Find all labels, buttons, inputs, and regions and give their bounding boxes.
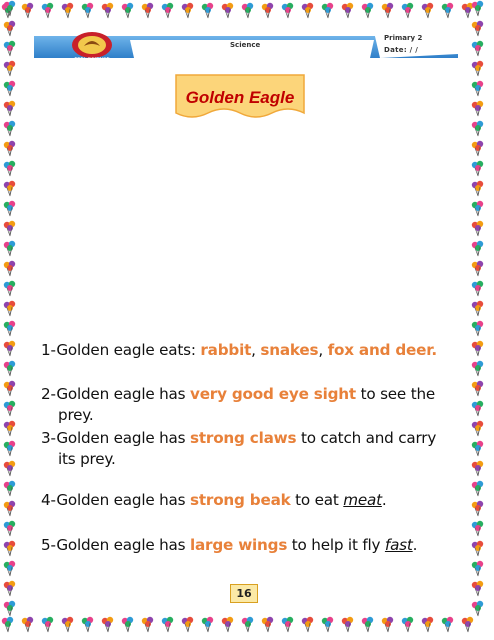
fact-item-4: [41, 490, 438, 511]
page-number: 16: [230, 584, 258, 603]
fact-item-5: [41, 535, 438, 556]
balloon-icon: [2, 520, 18, 538]
fact-item-3: [41, 428, 438, 470]
fact-text: .: [381, 491, 387, 509]
balloon-icon: [60, 2, 76, 20]
balloon-icon: [470, 280, 486, 298]
balloon-icon: [200, 2, 216, 20]
balloon-icon: [470, 240, 486, 258]
balloon-icon: [2, 240, 18, 258]
fact-number: 5-: [41, 536, 57, 554]
balloon-icon: [470, 60, 486, 78]
balloon-icon: [340, 2, 356, 20]
balloon-icon: [470, 440, 486, 458]
balloon-icon: [260, 2, 276, 20]
balloon-icon: [2, 600, 18, 618]
balloon-icon: [2, 400, 18, 418]
highlighted-text: snakes: [260, 341, 319, 359]
balloon-icon: [470, 20, 486, 38]
fact-text: to see the prey.: [58, 385, 436, 424]
highlighted-text: rabbit: [200, 341, 252, 359]
balloon-icon: [180, 616, 196, 634]
balloon-icon: [2, 540, 18, 558]
balloon-icon: [470, 140, 486, 158]
balloon-icon: [380, 616, 396, 634]
balloon-icon: [2, 160, 18, 178]
balloon-icon: [440, 616, 456, 634]
fact-number: 2-: [41, 385, 57, 403]
balloon-icon: [470, 160, 486, 178]
balloon-icon: [360, 616, 376, 634]
balloon-icon: [470, 300, 486, 318]
balloon-icon: [470, 380, 486, 398]
balloon-icon: [470, 400, 486, 418]
balloon-icon: [470, 360, 486, 378]
balloon-icon: [120, 2, 136, 20]
fact-item-1: [41, 340, 438, 361]
balloon-icon: [140, 616, 156, 634]
balloon-icon: [220, 616, 236, 634]
balloon-icon: [120, 616, 136, 634]
balloon-icon: [2, 480, 18, 498]
balloon-icon: [200, 616, 216, 634]
balloon-icon: [320, 616, 336, 634]
balloon-icon: [2, 460, 18, 478]
balloon-icon: [2, 140, 18, 158]
balloon-icon: [80, 2, 96, 20]
balloon-icon: [20, 616, 36, 634]
balloon-icon: [2, 40, 18, 58]
balloon-icon: [2, 300, 18, 318]
balloon-icon: [420, 616, 436, 634]
balloon-icon: [2, 560, 18, 578]
fact-text: to eat: [290, 491, 344, 509]
balloon-icon: [280, 616, 296, 634]
fact-number: 4-: [41, 491, 57, 509]
balloon-icon: [40, 616, 56, 634]
date-field: Date: / /: [384, 46, 419, 54]
fact-item-2: [41, 384, 438, 426]
balloon-icon: [470, 200, 486, 218]
page-title: Golden Eagle: [185, 88, 295, 107]
highlighted-text: strong beak: [190, 491, 291, 509]
fact-text: to catch and carry its prey.: [58, 429, 437, 468]
balloon-icon: [400, 2, 416, 20]
balloon-icon: [2, 340, 18, 358]
fact-text: to help it fly: [287, 536, 385, 554]
balloon-icon: [2, 320, 18, 338]
balloon-icon: [40, 2, 56, 20]
balloon-icon: [220, 2, 236, 20]
balloon-icon: [2, 580, 18, 598]
underlined-text: fast: [384, 536, 413, 554]
balloon-icon: [470, 180, 486, 198]
subject-label: Science: [230, 41, 261, 49]
title-banner: [172, 73, 308, 123]
fact-number: 3-: [41, 429, 57, 447]
fact-text: .: [412, 536, 418, 554]
highlighted-text: fox and deer: [327, 341, 432, 359]
balloon-icon: [2, 500, 18, 518]
balloon-icon: [260, 616, 276, 634]
balloon-icon: [2, 180, 18, 198]
balloon-icon: [2, 120, 18, 138]
balloon-icon: [160, 2, 176, 20]
balloon-icon: [470, 340, 486, 358]
balloon-icon: [380, 2, 396, 20]
balloon-icon: [2, 380, 18, 398]
balloon-icon: [470, 320, 486, 338]
balloon-icon: [470, 0, 486, 18]
highlighted-text: strong claws: [190, 429, 297, 447]
balloon-icon: [2, 60, 18, 78]
balloon-icon: [470, 260, 486, 278]
fact-text: Golden eagle has: [56, 429, 190, 447]
balloon-border-top: [0, 2, 494, 22]
balloon-icon: [440, 2, 456, 20]
balloon-icon: [470, 220, 486, 238]
balloon-icon: [2, 0, 18, 18]
balloon-icon: [140, 2, 156, 20]
grade-label: Primary 2: [384, 34, 423, 42]
fact-text: Golden eagle has: [56, 536, 190, 554]
balloon-icon: [360, 2, 376, 20]
balloon-icon: [2, 220, 18, 238]
balloon-icon: [2, 100, 18, 118]
balloon-border-left: [2, 0, 22, 640]
balloon-icon: [240, 616, 256, 634]
balloon-icon: [280, 2, 296, 20]
balloon-icon: [80, 616, 96, 634]
balloon-icon: [340, 616, 356, 634]
balloon-icon: [470, 40, 486, 58]
balloon-icon: [180, 2, 196, 20]
balloon-icon: [2, 280, 18, 298]
school-logo: [56, 30, 128, 64]
fact-text: Golden eagle has: [56, 385, 190, 403]
balloon-icon: [470, 460, 486, 478]
balloon-icon: [2, 80, 18, 98]
balloon-icon: [2, 420, 18, 438]
worksheet-header: [34, 32, 458, 62]
balloon-icon: [470, 560, 486, 578]
fact-text: Golden eagle eats:: [56, 341, 201, 359]
balloon-icon: [2, 260, 18, 278]
balloon-icon: [420, 2, 436, 20]
highlighted-text: large wings: [190, 536, 288, 554]
balloon-icon: [470, 120, 486, 138]
balloon-border-right: [470, 0, 490, 640]
fact-text: ,: [251, 341, 261, 359]
balloon-icon: [470, 600, 486, 618]
balloon-icon: [470, 480, 486, 498]
fact-text: Golden eagle has: [56, 491, 190, 509]
balloon-icon: [2, 20, 18, 38]
balloon-icon: [320, 2, 336, 20]
balloon-icon: [240, 2, 256, 20]
balloon-icon: [470, 420, 486, 438]
balloon-icon: [160, 616, 176, 634]
balloon-icon: [2, 200, 18, 218]
balloon-icon: [2, 360, 18, 378]
balloon-icon: [20, 2, 36, 20]
fact-text: ,: [318, 341, 328, 359]
logo-caption: FEEL SCIENCE: [74, 57, 110, 63]
balloon-icon: [100, 2, 116, 20]
balloon-icon: [470, 500, 486, 518]
balloon-icon: [60, 616, 76, 634]
balloon-icon: [470, 580, 486, 598]
highlighted-text: very good eye sight: [190, 385, 356, 403]
balloon-icon: [300, 616, 316, 634]
balloon-icon: [470, 540, 486, 558]
balloon-icon: [470, 520, 486, 538]
balloon-icon: [400, 616, 416, 634]
balloon-icon: [2, 440, 18, 458]
balloon-icon: [100, 616, 116, 634]
balloon-icon: [470, 100, 486, 118]
balloon-icon: [300, 2, 316, 20]
balloon-border-bottom: [0, 616, 494, 636]
balloon-icon: [470, 80, 486, 98]
fact-number: 1-: [41, 341, 57, 359]
highlighted-text: .: [431, 341, 437, 359]
underlined-text: meat: [343, 491, 382, 509]
